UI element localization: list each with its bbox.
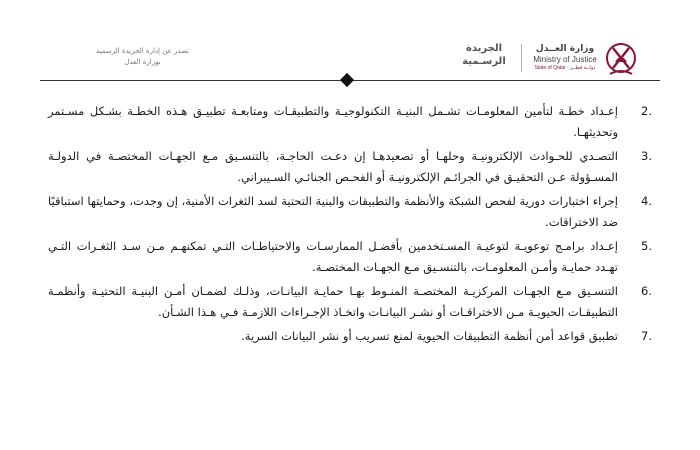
publisher-note-line2: بوزارة العدل bbox=[124, 58, 161, 66]
document-body bbox=[48, 101, 652, 351]
item-text: إعـداد خطـة لتأمين المعلومـات تشـمل البنيـة التكنولوجيـة والتطبيقـات ومتابعـة تطبيـق هـذه الخطـة بشـكل مسـتمر وتحديثهـا. bbox=[48, 104, 618, 139]
item-text: التصـدي للحـوادث الإلكترونيـة وحلهـا أو تصعيدهـا إن دعـت الحاجـة، بالتنسـيق مـع الجهـات المختصـة في الدولـة المسـؤولة عـن التحقيـق في الجرائـم الإلكترونيـة أو الفحـص الجنائـي السـيبراني. bbox=[48, 149, 618, 184]
page-header bbox=[0, 0, 700, 90]
item-number: 3. bbox=[641, 149, 652, 163]
ministry-state-line: State of Qatar · دولــة قطــر bbox=[534, 65, 596, 71]
list-item bbox=[48, 146, 652, 187]
ministry-name-english: Ministry of Justice bbox=[533, 55, 597, 64]
ministry-name-arabic: وزارة العــدل bbox=[535, 44, 595, 54]
item-number: 5. bbox=[641, 239, 652, 253]
list-item bbox=[48, 236, 652, 277]
list-item bbox=[48, 191, 652, 232]
item-number: 4. bbox=[641, 194, 652, 208]
item-text: إجراء اختبارات دورية لفحص الشبكة والأنظمة والتطبيقات والبنية التحتية لسد الثغرات الأمنية، إن وجدت، وحمايتها استباقيًا ضد الاختراقات. bbox=[48, 194, 618, 229]
list-item bbox=[48, 326, 652, 347]
item-number: 7. bbox=[641, 329, 652, 343]
item-text: إعـداد برامـج توعويـة لتوعيـة المسـتخدمين بأفضـل الممارسـات والاحتياطـات التـي تمكنهـم مـن سـد الثغـرات التـي تهـدد حمايـة وأمـن المعلومـات، بالتنسـيق مـع الجهـات المختصـة. bbox=[48, 239, 618, 274]
ministry-logo-text bbox=[530, 44, 600, 72]
item-text: التنسـيق مـع الجهـات المركزيـة المختصـة المنـوط بهـا حمايـة البيانـات، وذلـك لضمـان أمـن البنيـة التحتيـة وأنظمـة التطبيقـات الحيويـة مـن الاختراقـات أو نشـر البيانـات واتخـاذ الإجـراءات اللازمـة فـي هـذا الشـأن. bbox=[48, 284, 618, 319]
publisher-note bbox=[95, 46, 190, 68]
publisher-note-line1: تصدر عن إدارة الجريدة الرسمية bbox=[96, 47, 189, 55]
item-number: 2. bbox=[641, 104, 652, 118]
header-diamond-ornament bbox=[340, 73, 354, 87]
qatar-emblem-icon bbox=[604, 38, 638, 80]
logo-divider bbox=[521, 44, 522, 72]
gazette-line2: الرسـمية bbox=[462, 56, 506, 67]
item-text: تطبيق قواعد أمن أنظمة التطبيقات الحيوية لمنع تسريب أو نشر البيانات السرية. bbox=[241, 329, 618, 343]
list-item bbox=[48, 101, 652, 142]
list-item bbox=[48, 281, 652, 322]
item-number: 6. bbox=[641, 284, 652, 298]
official-gazette-logo bbox=[453, 42, 515, 68]
gazette-line1: الجريدة bbox=[465, 43, 503, 54]
